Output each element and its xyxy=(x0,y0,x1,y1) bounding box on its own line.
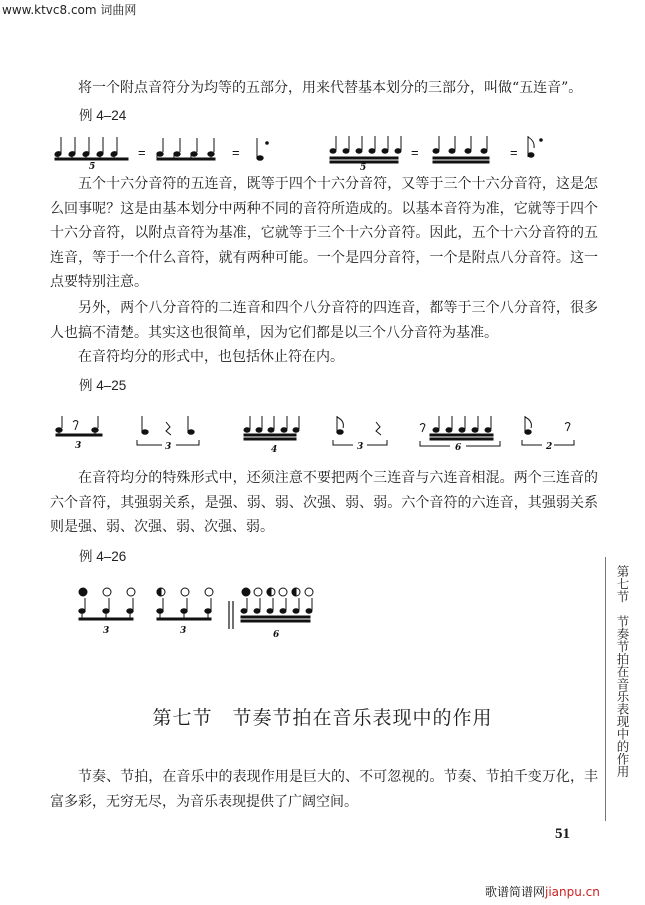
equals-sign: = xyxy=(138,145,146,160)
paragraph-section-intro: 节奏、节拍，在音乐中的表现作用是巨大的、不可忽视的。节奏、节拍千变万化，丰富多彩，无穷无尽，为音乐表现提供了广阔空间。 xyxy=(50,769,598,810)
triplet-quarters-bracket xyxy=(137,416,199,445)
tuplet-number: 3 xyxy=(357,442,364,452)
paragraph-quintuplet-intro: 将一个附点音符分为均等的五部分，用来代替基本划分的三部分，叫做“五连音”。 xyxy=(78,80,583,96)
four-sixteenths-group xyxy=(433,136,489,163)
rhythm-example-4-24 xyxy=(0,124,645,173)
sextuplet-sixteenths-group xyxy=(241,598,312,622)
tuplet-number: 6 xyxy=(455,443,462,453)
tuplet-number: 2 xyxy=(546,442,553,452)
triplet-eighth-rest-bracket xyxy=(333,416,387,445)
tuplet-number: 3 xyxy=(103,626,110,636)
dotted-eighth-note xyxy=(528,136,542,157)
tuplet-number: 3 xyxy=(180,626,187,636)
example-label-4-24: 例 4–24 xyxy=(79,108,127,123)
quadruplet-sixteenths-group xyxy=(244,416,299,440)
triplet-with-rest-beamed xyxy=(56,416,102,436)
watermark-bottom xyxy=(485,883,600,900)
example-label-4-25: 例 4–25 xyxy=(79,378,127,393)
paragraph-quintuplet-explanation: 五个十六分音符的五连音，既等于四个十六分音符，又等于三个十六分音符，这是怎么回事呢？这是由基本划分中两种不同的音符所造成的。以基本音符为准，它就等于四个十六分音符，以附点音符为基准，它就等于三个十六分音符。因此，五个十六分音符的五连音，等于一个什么音符，就有两种可能。一个是四分音符，一个是附点八分音符。这一点要特别注意。 xyxy=(50,176,598,290)
tuplet-number: 5 xyxy=(360,163,367,173)
quintuplet-sixteenths-group xyxy=(330,136,401,163)
rhythm-example-4-25 xyxy=(0,408,645,458)
dotted-quarter-note xyxy=(257,138,269,160)
chapter-side-tab: 第七节 节奏节拍在音乐表现中的作用 xyxy=(615,565,630,778)
equals-sign: = xyxy=(510,145,518,160)
equals-sign: = xyxy=(232,145,240,160)
duplet-bracket xyxy=(522,416,574,445)
rhythm-example-4-26 xyxy=(0,585,645,645)
watermark-bottom-site-name: 歌谱简谱网 xyxy=(485,885,546,899)
watermark-top: www.ktvc8.com 词曲网 xyxy=(2,3,137,17)
section-title: 第七节 节奏节拍在音乐表现中的作用 xyxy=(152,707,493,729)
tuplet-number: 3 xyxy=(75,441,82,451)
paragraph-rests-included: 在音符均分的形式中，也包括休止符在内。 xyxy=(78,349,344,365)
quintuplet-eighths-group xyxy=(54,137,128,160)
sidebar-divider xyxy=(605,557,606,821)
triplet-eighths-group xyxy=(157,598,211,620)
four-eighths-group xyxy=(157,138,215,160)
tuplet-number: 6 xyxy=(273,630,280,640)
example-label-4-26: 例 4–26 xyxy=(79,549,127,564)
tuplet-number: 5 xyxy=(89,162,96,172)
page-number: 51 xyxy=(555,826,570,842)
tuplet-number: 3 xyxy=(165,442,172,452)
tuplet-number: 4 xyxy=(271,445,278,455)
watermark-bottom-domain: jianpu.cn xyxy=(545,885,600,899)
paragraph-duplet-quadruplet: 另外，两个八分音符的二连音和四个八分音符的四连音，都等于三个八分音符，很多人也搞不清楚。其实这也很简单，因为它们都是以三个八分音符为基准。 xyxy=(50,300,598,341)
triplet-eighths-group xyxy=(79,598,133,620)
paragraph-triplet-vs-sextuplet: 在音符均分的特殊形式中，还须注意不要把两个三连音与六连音相混。两个三连音的六个音符，其强弱关系，是强、弱、弱、次强、弱、弱。六个音符的六连音，其强弱关系则是强、弱、次强、弱、次强、弱。 xyxy=(50,470,598,535)
equals-sign: = xyxy=(411,145,419,160)
sextuplet-sixteenths-group xyxy=(420,416,500,446)
